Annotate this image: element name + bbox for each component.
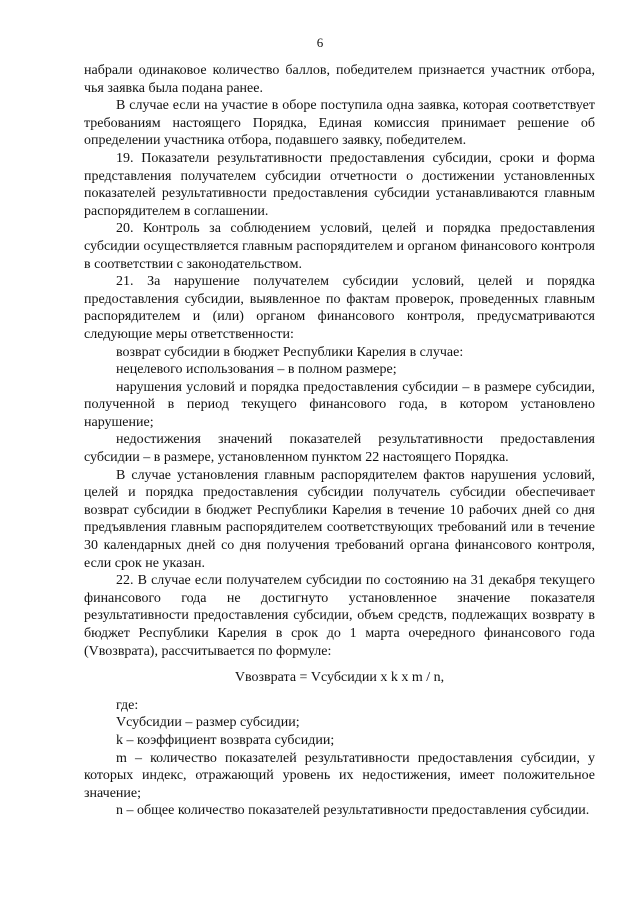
paragraph-continuation: набрали одинаковое количество баллов, победителем признается участник отбора, чья заявка была подана ранее. (84, 63, 595, 96)
paragraph-refund-cases: возврат субсидии в бюджет Республики Карелия в случае: (116, 344, 464, 360)
paragraph-non-achievement: недостижения значений показателей результативности предоставления субсидии – в размере, установленном пунктом 22 настоящего Порядка. (84, 432, 595, 466)
definition-v-subsidy: Vсубсидии – размер субсидии; (116, 715, 300, 731)
paragraph-21: 21. За нарушение получателем субсидии условий, целей и порядка предоставления субсидии, выявленное по фактам проверок, проведенных главным распорядителем и (или) органом финансового контроля, предусматриваются следующие меры ответственности: (84, 274, 595, 342)
paragraph-refund-deadline: В случае установления главным распорядителем фактов нарушения условий, целей и порядка предоставления субсидии получатель субсидии обеспечивает возврат субсидии в бюджет Республики Карелия в течение 10 рабочих дней со дня предъявления главным распорядителем соответствующих требований или в течение 30 календарных дней со дня получения требований органа финансового контроля, если срок не указан. (84, 467, 595, 571)
refund-formula: Vвозврата = Vсубсидии x k x m / n, (234, 670, 445, 686)
definition-k: k – коэффициент возврата субсидии; (116, 732, 335, 748)
definition-m: m – количество показателей результативности предоставления субсидии, у которых индекс, отражающий уровень их недостижения, имеет положительное значение; (84, 750, 595, 801)
paragraph-20: 20. Контроль за соблюдением условий, целей и порядка предоставления субсидии осуществляется главным распорядителем и органом финансового контроля в соответствии с законодательством. (84, 221, 595, 272)
paragraph-19: 19. Показатели результативности предоставления субсидии, сроки и форма представления получателем субсидии отчетности о достижении установленных показателей результативности предоставления субсидии устанавливаются главным распорядителем в соглашении. (84, 150, 595, 219)
definition-n: n – общее количество показателей результативности предоставления субсидии. (116, 803, 590, 819)
paragraph-where: где: (116, 697, 139, 713)
paragraph-violation: нарушения условий и порядка предоставления субсидии – в размере субсидии, полученной в период текущего финансового года, в котором установлено нарушение; (84, 379, 595, 430)
paragraph-single-application: В случае если на участие в оборе поступила одна заявка, которая соответствует требованиям настоящего Порядка, Единая комиссия принимает решение об определении участника отбора, подавшего заявку, победителем. (84, 98, 595, 149)
paragraph-22: 22. В случае если получателем субсидии по состоянию на 31 декабря текущего финансового года не достигнуто установленное значение показателя результативности предоставления субсидии, объем средств, подлежащих возврату в бюджет Республики Карелия в срок до 1 марта очередного финансового года (Vвозврата), рассчитывается по формуле: (84, 573, 595, 659)
paragraph-misuse: нецелевого использования – в полном размере; (116, 362, 397, 378)
document-body (84, 62, 595, 820)
page-number: 6 (316, 35, 324, 50)
